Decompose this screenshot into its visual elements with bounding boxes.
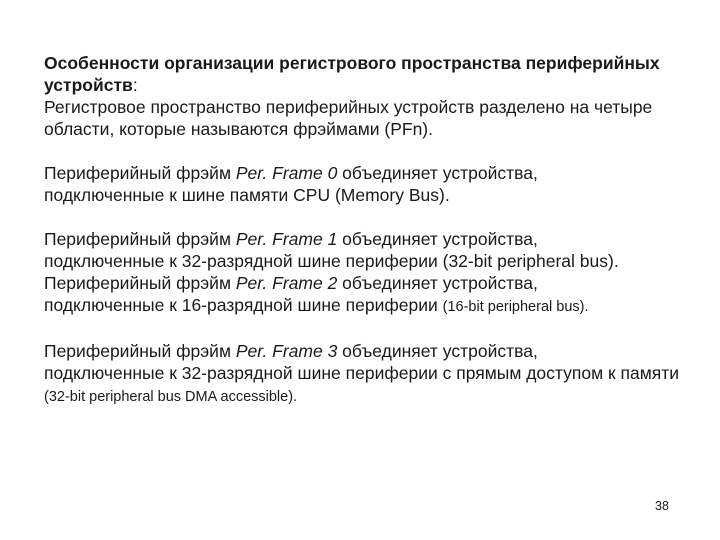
frame0-paragraph: [44, 162, 694, 206]
frame2-name: Per. Frame 2: [235, 273, 338, 293]
slide-title: [44, 52, 694, 96]
frame1-paragraph: [44, 228, 694, 272]
slide-title-colon: :: [132, 75, 138, 95]
spacer: [44, 140, 694, 162]
frame1-line1-rest: объединяет устройства,: [337, 229, 538, 249]
frame2-line1-rest: объединяет устройства,: [337, 273, 538, 293]
page-number: 38: [655, 499, 669, 513]
frame2-paragraph: [44, 272, 694, 318]
frame0-name: Per. Frame 0: [235, 163, 338, 183]
frame1-line2: подключенные к 32-разрядной шине периферии (32-bit peripheral bus).: [44, 251, 619, 271]
frame0-line2: подключенные к шине памяти CPU (Memory Bus).: [44, 185, 450, 205]
frame1-name: Per. Frame 1: [235, 229, 338, 249]
frame3-name: Per. Frame 3: [235, 341, 338, 361]
frame3-prefix: Периферийный фрэйм: [44, 341, 236, 361]
frame2-bus-note: (16-bit peripheral bus).: [442, 299, 589, 315]
slide-title-text: Особенности организации регистрового пространства периферийных устройств: [44, 53, 660, 95]
frame3-bus-note: (32-bit peripheral bus DMA accessible).: [44, 389, 298, 405]
frame2-line2: подключенные к 16-разрядной шине периферии: [44, 295, 443, 315]
frame1-prefix: Периферийный фрэйм: [44, 229, 236, 249]
intro-paragraph: Регистровое пространство периферийных устройств разделено на четыре области, которые называются фрэймами (PFn).: [44, 97, 653, 139]
frame0-prefix: Периферийный фрэйм: [44, 163, 236, 183]
slide-content: [44, 52, 694, 408]
frame3-paragraph: [44, 340, 694, 408]
spacer: [44, 318, 694, 340]
frame0-line1-rest: объединяет устройства,: [337, 163, 538, 183]
frame3-line2: подключенные к 32-разрядной шине периферии с прямым доступом к памяти: [44, 363, 680, 383]
frame2-prefix: Периферийный фрэйм: [44, 273, 236, 293]
spacer: [44, 206, 694, 228]
frame3-line1-rest: объединяет устройства,: [337, 341, 538, 361]
